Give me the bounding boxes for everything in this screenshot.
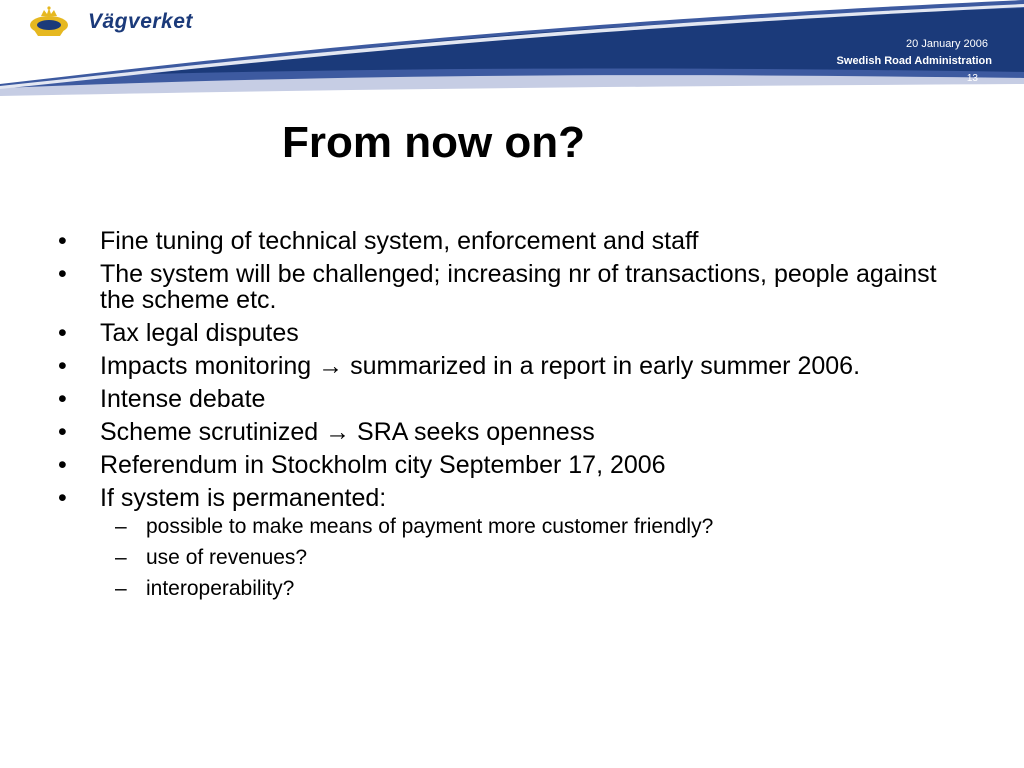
logo-wordmark: Vägverket: [88, 10, 193, 33]
bullet-item: • Impacts monitoring → summarized in a report in early summer 2006.: [58, 353, 978, 379]
sub-bullet-item: – use of revenues?: [100, 546, 978, 570]
crown-emblem-icon: [28, 4, 70, 40]
slide-title: From now on?: [282, 118, 586, 167]
bullet-item: • Fine tuning of technical system, enforcement and staff: [58, 228, 978, 254]
sub-bullet-list: [100, 515, 978, 601]
sub-bullet-item: – interoperability?: [100, 577, 978, 601]
sub-bullet-item: – possible to make means of payment more customer friendly?: [100, 515, 978, 539]
bullet-item-label: If system is permanented:: [100, 484, 387, 512]
vagverket-logo: [22, 4, 222, 40]
header-organization: Swedish Road Administration: [836, 55, 992, 67]
bullet-item-with-subs: [58, 485, 978, 601]
bullet-item: • Tax legal disputes: [58, 320, 978, 346]
bullet-list: [58, 228, 978, 608]
header-date: 20 January 2006: [906, 38, 988, 50]
bullet-item: • The system will be challenged; increasing nr of transactions, people against the scheme etc.: [58, 261, 978, 313]
page-number: 13: [966, 73, 978, 84]
bullet-item: • Scheme scrutinized → SRA seeks openness: [58, 419, 978, 445]
bullet-item: • Referendum in Stockholm city September 17, 2006: [58, 452, 978, 478]
bullet-item: • Intense debate: [58, 386, 978, 412]
